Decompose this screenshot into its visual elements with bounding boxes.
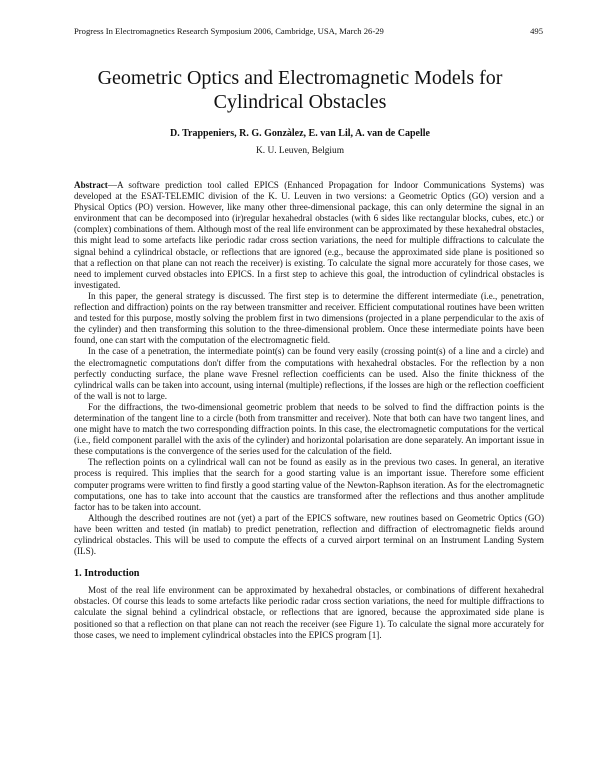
abstract-paragraph-2: In this paper, the general strategy is discussed. The first step is to determine the different intermediate (i.e., penetration, reflection and diffraction) points on the ray between transmitter and receiver. Efficient computational routines have been written and tested for this purpose, mostly solving the problem first in two dimensions (projected in a plane perpendicular to the axis of the cylinder) and then transforming this solution to the three-dimensional problem. Once these intermediate points have been found, one can start with the computation of the electromagnetic field. (74, 290, 544, 346)
abstract-label: Abstract (74, 180, 108, 190)
title-line-2: Cylindrical Obstacles (213, 91, 387, 113)
conference-name: Progress In Electromagnetics Research Symposium 2006, Cambridge, USA, March 26-29 (74, 26, 384, 36)
title-line-1: Geometric Optics and Electromagnetic Models for (97, 67, 503, 89)
author-list: D. Trappeniers, R. G. Gonzàlez, E. van Lil, A. van de Capelle (170, 128, 430, 139)
affiliation: K. U. Leuven, Belgium (255, 146, 344, 156)
page-number: 495 (530, 26, 543, 36)
abstract-paragraph-6: Although the described routines are not (yet) a part of the EPICS software, new routines based on Geometric Optics (GO) have been written and tested (in matlab) to predict penetration, reflection and diffraction of electromagnetic fields around cylindrical obstacles. This will be used to compute the effects of a curved airport terminal on an Instrument Landing System (ILS). (74, 512, 544, 557)
abstract-text: —A software prediction tool called EPICS (Enhanced Propagation for Indoor Communications Systems) was developed at the ESAT-TELEMIC division of the K. U. Leuven in two versions: a Geometric Optics (GO) version and a Physical Optics (PO) version. However, like many other three-dimensional package, this can only determine the signal in an environment that can be decomposed into (ir)regular hexahedral obstacles (with 6 sides like rectangular blocks, cubes, etc.) or (complex) combinations of them. Although most of the real life environment can be approximated by these hexahedral obstacles, this might lead to some artefacts like periodic radar cross section variations, the need for multiple diffractions to calculate the signal behind a cylindrical obstacle, or reflections that are ignored (e.g., because the approximated side plane is positioned so that a reflection on that plane can not reach the receiver) is existing. To calculate the signal more accurately for those cases, we need to implement curved obstacles into EPICS. In a first step to achieve this goal, the introduction of cylindrical obstacles is investigated. (74, 180, 544, 290)
abstract-paragraph-5: The reflection points on a cylindrical wall can not be found as easily as in the previous two cases. In general, an iterative process is required. This implies that the search for a good starting value is an important issue. Therefore some efficient computer programs were written to find firstly a good starting value of the Newton-Raphson iteration. As for the electromagnetic computations, one has to take into account that the caustics are transformed after the reflections and thus another amplitude factor has to be taken into account. (74, 457, 544, 512)
running-header (74, 26, 543, 36)
paper-body (74, 180, 544, 641)
paper-title (40, 66, 560, 114)
section-heading-introduction: 1. Introduction (74, 568, 140, 580)
introduction-paragraph: Most of the real life environment can be approximated by hexahedral obstacles, or combinations of different hexahedral obstacles. Of course this leads to some artefacts like periodic radar cross section variations, the need for multiple diffractions to calculate the signal behind a cylindrical obstacle, or reflections that are ignored, because the approximated side plane is positioned so that a reflection on that plane can not reach the receiver (see Figure 1). To calculate the signal more accurately for those cases, we need to implement cylindrical obstacles into the EPICS program [1]. (74, 585, 544, 640)
abstract-paragraph (74, 180, 544, 291)
abstract-paragraph-4: For the diffractions, the two-dimensional geometric problem that needs to be solved to find the diffraction points is the determination of the tangent line to a circle (both from transmitter and receiver). Note that both can have two tangent lines, and one might have to match the two corresponding diffraction points. In this case, the electromagnetic computations for the vertical (i.e., field component parallel with the axis of the cylinder) and horizontal polarisation are done separately. An important issue in these computations is the convergence of the series used for the calculation of the field. (74, 401, 544, 457)
abstract-paragraph-3: In the case of a penetration, the intermediate point(s) can be found very easily (crossing point(s) of a line and a circle) and the electromagnetic computations don't differ from the computations with hexahedral obstacles. For the reflection by a non perfectly conducting surface, the plane wave Fresnel reflection coefficients can be used. Also the finite thickness of the cylindrical walls can be taken into account, using internal (multiple) reflections, if the losses are high or the reflection coefficient of the wall is not to large. (74, 346, 544, 401)
